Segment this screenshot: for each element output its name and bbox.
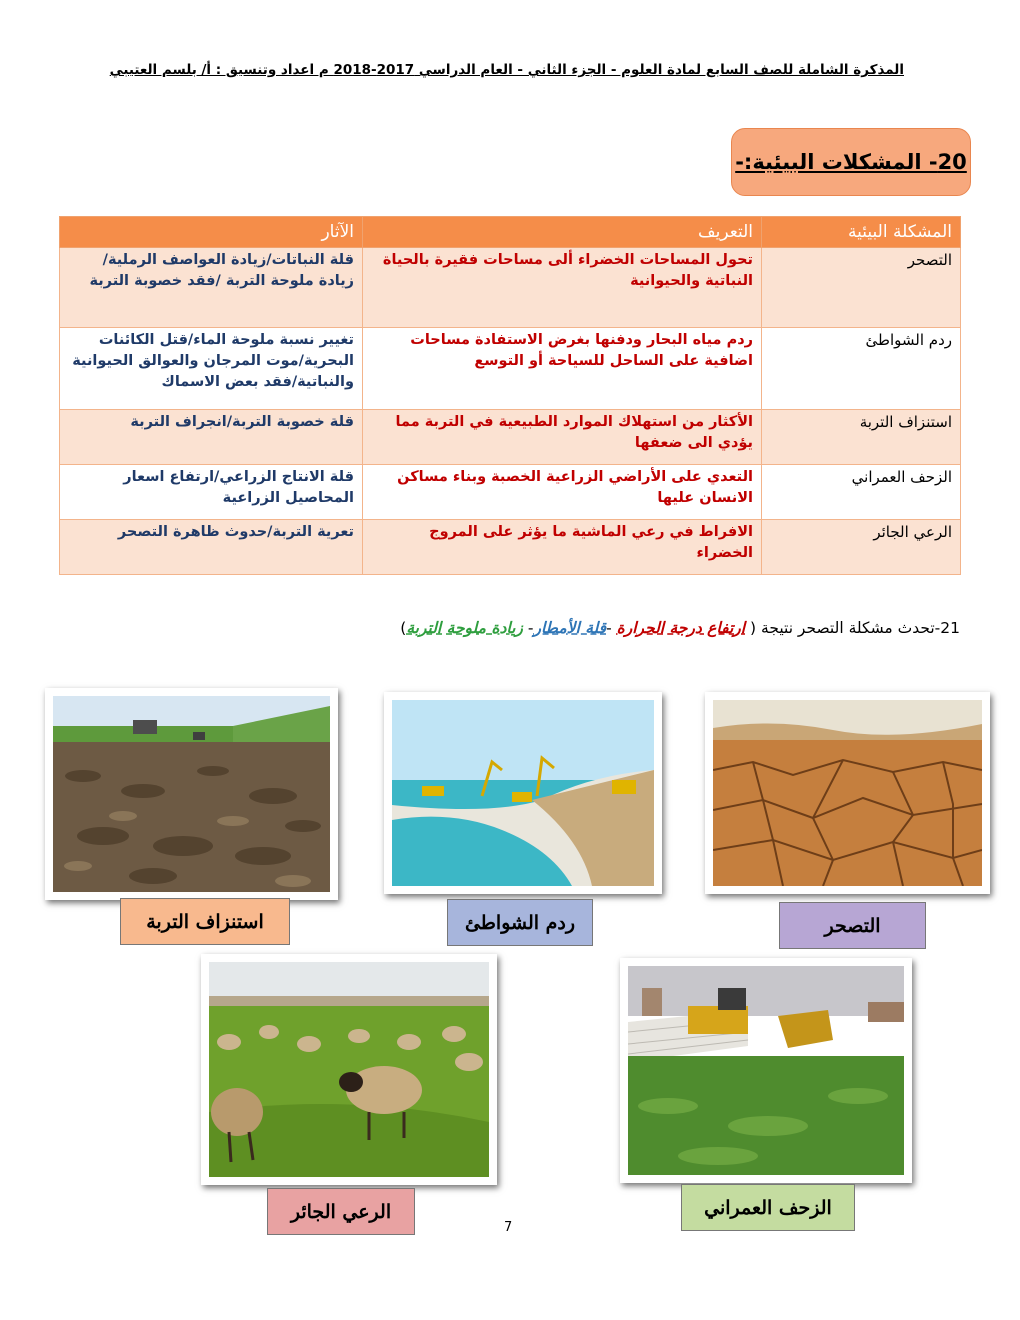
table-row [60, 520, 961, 575]
table-row [60, 328, 961, 410]
cause-separator: - [606, 619, 617, 637]
soil-depletion-photo [45, 688, 338, 900]
table-row [60, 465, 961, 520]
question-21-prefix: 21-تحدث مشكلة التصحر نتيجة ( [750, 619, 960, 637]
desertification-label: التصحر [779, 902, 926, 949]
column-header-effects: الآثار [60, 217, 363, 248]
definition-cell: الأكثار من استهلاك الموارد الطبيعية في التربة مما يؤدي الى ضعفها [363, 410, 762, 465]
urban-sprawl-label: الزحف العمراني [681, 1184, 855, 1231]
table-header-row [60, 217, 961, 248]
problem-cell: ردم الشواطئ [762, 328, 961, 410]
problem-cell: الرعي الجائر [762, 520, 961, 575]
problem-cell: استنزاف التربة [762, 410, 961, 465]
definition-cell: الافراط في رعي الماشية ما يؤثر على المروج الخضراء [363, 520, 762, 575]
urban-sprawl-photo [620, 958, 912, 1183]
column-header-problem: المشكلة البيئية [762, 217, 961, 248]
coastal-landfill-photo [384, 692, 662, 894]
section-title: 20- المشكلات البيئية:- [731, 128, 971, 196]
problem-cell: التصحر [762, 248, 961, 328]
column-header-definition: التعريف [363, 217, 762, 248]
effects-cell: تعرية التربة/حدوث ظاهرة التصحر [60, 520, 363, 575]
soil-depletion-label: استنزاف التربة [120, 898, 290, 945]
table-row [60, 248, 961, 328]
definition-cell: تحول المساحات الخضراء ألى مساحات فقيرة بالحياة النباتية والحيوانية [363, 248, 762, 328]
desertification-photo [705, 692, 990, 894]
environmental-problems-table [59, 216, 961, 575]
definition-cell: التعدي على الأراضي الزراعية الخصبة وبناء مساكن الانسان عليها [363, 465, 762, 520]
effects-cell: قلة النباتات/زيادة العواصف الرملية/زيادة ملوحة التربة /فقد خصوبة التربة [60, 248, 363, 328]
question-21-suffix: ) [400, 619, 407, 637]
cause-separator: - [522, 619, 534, 637]
cause-salinity: زيادة ملوحة التربة [406, 619, 523, 637]
definition-cell: ردم مياه البحار ودفنها بغرض الاستفادة مساحات اضافية على الساحل للسياحة أو التوسع [363, 328, 762, 410]
cause-temperature: ارتفاع درجة الحرارة [616, 619, 746, 637]
page-number: 7 [504, 1220, 513, 1235]
page-header: المذكرة الشاملة للصف السابع لمادة العلوم - الجزء الثاني - العام الدراسي 2017-2018 م اعداد وتنسيق : أ/ بلسم العتيبي [109, 62, 904, 78]
table-row [60, 410, 961, 465]
effects-cell: قلة الانتاج الزراعي/ارتفاع اسعار المحاصيل الزراعية [60, 465, 363, 520]
overgrazing-photo [201, 954, 497, 1185]
overgrazing-label: الرعي الجائر [267, 1188, 415, 1235]
coastal-landfill-label: ردم الشواطئ [447, 899, 593, 946]
problem-cell: الزحف العمراني [762, 465, 961, 520]
question-21 [280, 619, 960, 637]
cause-rain: قلة الأمطار [533, 619, 607, 637]
effects-cell: قلة خصوبة التربة/انجراف التربة [60, 410, 363, 465]
effects-cell: تغيير نسبة ملوحة الماء/قتل الكائنات البحرية/موت المرجان والعوالق الحيوانية والنباتية/فقد بعض الاسماك [60, 328, 363, 410]
